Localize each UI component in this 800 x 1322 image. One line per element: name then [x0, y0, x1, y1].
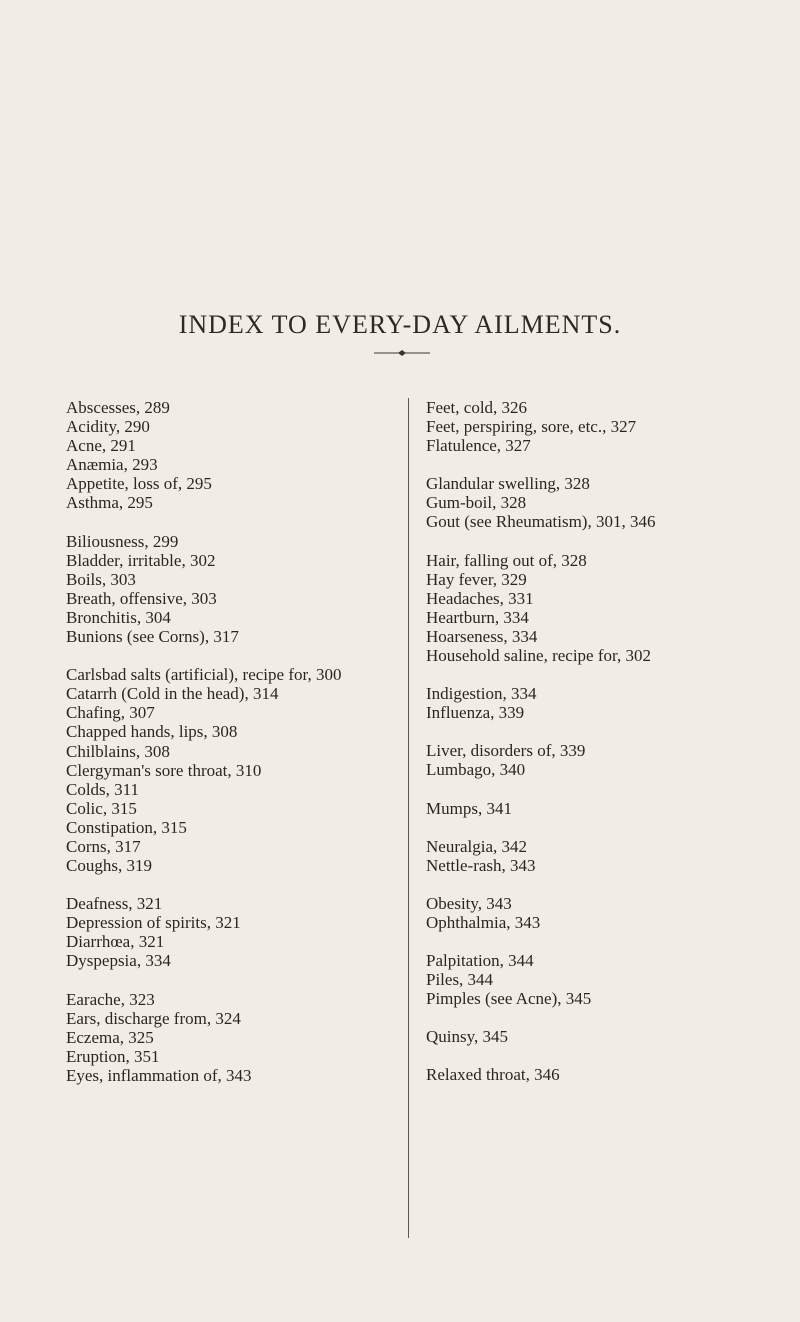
index-entry: Bunions (see Corns), 317: [66, 627, 239, 647]
index-entry: Neuralgia, 342: [426, 836, 528, 856]
index-entry: Heartburn, 334: [426, 607, 529, 627]
index-entry: Liver, disorders of, 339: [426, 741, 586, 761]
index-entry: Depression of spirits, 321: [66, 913, 241, 933]
index-entry: Acne, 291: [66, 436, 136, 456]
index-group: [66, 665, 436, 875]
index-entry: Mumps, 341: [426, 798, 512, 818]
index-entry: Nettle-rash, 343: [426, 855, 536, 875]
index-group: [66, 894, 436, 970]
index-entry: Anæmia, 293: [66, 455, 158, 475]
index-group: [426, 951, 796, 1008]
index-group: [426, 684, 796, 722]
index-entry: Constipation, 315: [66, 817, 187, 837]
index-entry: Chafing, 307: [66, 703, 155, 723]
index-entry: Lumbago, 340: [426, 760, 526, 780]
page-title: INDEX TO EVERY-DAY AILMENTS.: [178, 310, 622, 339]
index-entry: Headaches, 331: [426, 588, 534, 608]
index-column-left: [66, 398, 436, 1104]
index-entry: Hay fever, 329: [426, 569, 527, 589]
index-entry: Chilblains, 308: [66, 741, 170, 761]
index-entry: Colic, 315: [66, 798, 137, 818]
index-entry: Catarrh (Cold in the head), 314: [66, 684, 279, 704]
index-group: [426, 551, 796, 666]
index-entry: Household saline, recipe for, 302: [426, 646, 651, 666]
index-entry: Obesity, 343: [426, 893, 512, 913]
index-entry: Corns, 317: [66, 836, 141, 856]
index-entry: Hoarseness, 334: [426, 626, 538, 646]
index-entry: Acidity, 290: [66, 417, 150, 437]
index-entry: Deafness, 321: [66, 894, 163, 914]
index-entry: Colds, 311: [66, 779, 140, 799]
index-column-right: [426, 398, 796, 1103]
index-group: [426, 741, 796, 779]
index-group: [426, 474, 796, 531]
index-entry: Eczema, 325: [66, 1027, 154, 1047]
index-entry: Piles, 344: [426, 970, 494, 990]
index-entry: Influenza, 339: [426, 703, 525, 723]
index-entry: Abscesses, 289: [66, 398, 170, 417]
index-entry: Gum-boil, 328: [426, 493, 527, 513]
index-group: [66, 532, 436, 647]
index-entry: Quinsy, 345: [426, 1027, 509, 1047]
index-entry: Breath, offensive, 303: [66, 588, 217, 608]
index-entry: Glandular swelling, 328: [426, 474, 590, 494]
index-entry: Appetite, loss of, 295: [66, 474, 212, 494]
index-entry: Relaxed throat, 346: [426, 1065, 560, 1085]
index-entry: Indigestion, 334: [426, 684, 537, 704]
index-entry: Coughs, 319: [66, 856, 152, 876]
index-entry: Earache, 323: [66, 989, 155, 1009]
index-entry: Chapped hands, lips, 308: [66, 722, 238, 742]
index-entry: Eyes, inflammation of, 343: [66, 1065, 252, 1085]
index-entry: Eruption, 351: [66, 1046, 160, 1066]
index-group: [426, 799, 796, 818]
index-entry: Clergyman's sore throat, 310: [66, 760, 262, 780]
index-group: [426, 1027, 796, 1046]
index-entry: Feet, cold, 326: [426, 398, 528, 417]
index-group: [426, 1065, 796, 1084]
index-entry: Palpitation, 344: [426, 950, 534, 970]
index-entry: Gout (see Rheumatism), 301, 346: [426, 512, 656, 532]
index-entry: Feet, perspiring, sore, etc., 327: [426, 417, 637, 437]
index-entry: Bronchitis, 304: [66, 607, 171, 627]
index-group: [426, 894, 796, 932]
index-group: [426, 837, 796, 875]
index-entry: Ears, discharge from, 324: [66, 1008, 241, 1028]
index-entry: Diarrhœa, 321: [66, 932, 165, 952]
index-entry: Bladder, irritable, 302: [66, 550, 216, 570]
index-group: [66, 990, 436, 1085]
index-entry: Boils, 303: [66, 569, 136, 589]
index-entry: Flatulence, 327: [426, 436, 531, 456]
index-group: [66, 398, 436, 513]
index-entry: Carlsbad salts (artificial), recipe for, 300: [66, 665, 342, 685]
divider-ornament-icon: [372, 348, 432, 358]
index-entry: Pimples (see Acne), 345: [426, 989, 592, 1009]
index-entry: Ophthalmia, 343: [426, 912, 541, 932]
index-entry: Asthma, 295: [66, 493, 153, 513]
index-group: [426, 398, 796, 455]
index-entry: Biliousness, 299: [66, 531, 179, 551]
index-entry: Hair, falling out of, 328: [426, 550, 587, 570]
index-entry: Dyspepsia, 334: [66, 951, 171, 971]
